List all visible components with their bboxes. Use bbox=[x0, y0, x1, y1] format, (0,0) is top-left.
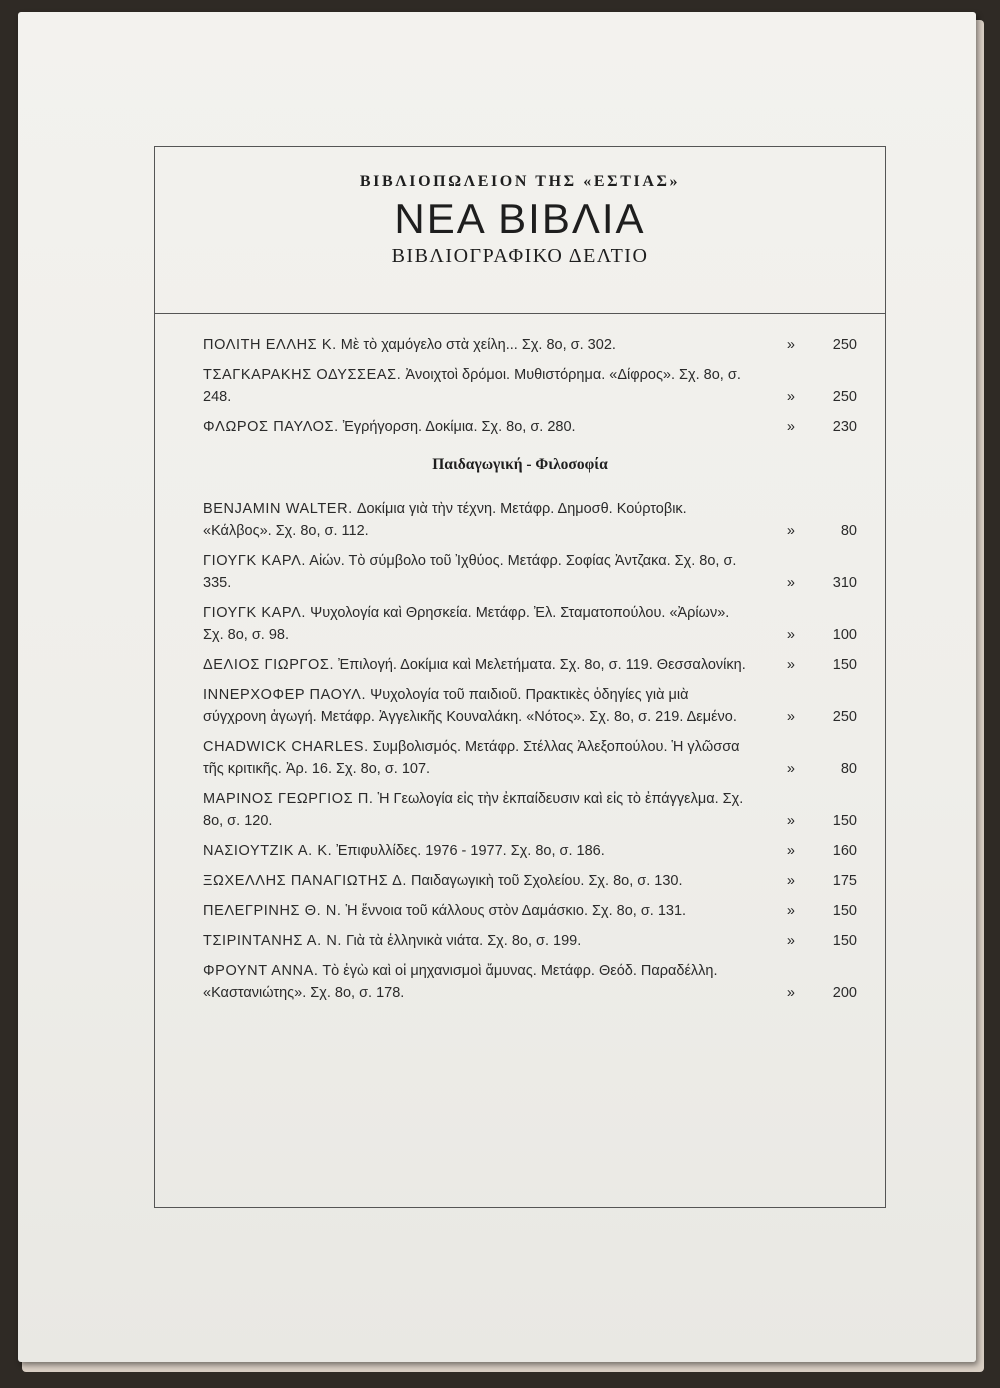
book-entry bbox=[155, 870, 885, 892]
book-entry bbox=[155, 960, 885, 1004]
book-price bbox=[751, 334, 861, 356]
price-value: 100 bbox=[832, 627, 857, 643]
book-description bbox=[203, 736, 751, 780]
price-value: 250 bbox=[832, 389, 857, 405]
book-price bbox=[751, 788, 861, 832]
book-price bbox=[751, 654, 861, 676]
price-ditto-mark: » bbox=[786, 873, 795, 889]
bulletin-subtitle: ΒΙΒΛΙΟΓΡΑΦΙΚΟ ΔΕΛΤΙΟ bbox=[391, 245, 649, 267]
price-value: 150 bbox=[832, 933, 857, 949]
book-author: ΓΙΟΥΓΚ ΚΑΡΛ. bbox=[203, 553, 307, 569]
price-value: 160 bbox=[832, 843, 857, 859]
book-description bbox=[203, 498, 751, 542]
price-ditto-mark: » bbox=[786, 903, 795, 919]
book-price bbox=[751, 602, 861, 646]
book-entry bbox=[155, 900, 885, 922]
price-ditto-mark: » bbox=[786, 709, 795, 725]
price-value: 80 bbox=[840, 761, 857, 777]
price-ditto-mark: » bbox=[786, 389, 795, 405]
book-list-section bbox=[155, 498, 885, 1004]
book-price bbox=[751, 930, 861, 952]
bulletin-title: ΝΕΑ ΒΙΒΛΙΑ bbox=[394, 195, 646, 242]
book-description bbox=[203, 870, 751, 892]
book-details: Τὸ ἐγὼ καὶ οἱ μηχανισμοὶ ἄμυνας. Μετάφρ. Θεόδ. Παραδέλλη. «Καστανιώτης». Σχ. 8ο, σ. 178. bbox=[203, 963, 718, 1001]
book-author: ΙΝΝΕΡΧΟΦΕΡ ΠΑΟΥΛ. bbox=[203, 687, 367, 703]
book-description bbox=[203, 840, 751, 862]
book-price bbox=[751, 960, 861, 1004]
book-details: Αἰών. Τὸ σύμβολο τοῦ Ἰχθύος. Μετάφρ. Σοφίας Ἀντζακα. Σχ. 8ο, σ. 335. bbox=[203, 553, 737, 591]
book-description bbox=[203, 550, 751, 594]
book-author: ΦΛΩΡΟΣ ΠΑΥΛΟΣ. bbox=[203, 419, 339, 435]
book-entry bbox=[155, 498, 885, 542]
book-price bbox=[751, 416, 861, 438]
price-ditto-mark: » bbox=[786, 337, 795, 353]
book-details: Μὲ τὸ χαμόγελο στὰ χείλη... Σχ. 8ο, σ. 302. bbox=[340, 337, 616, 353]
book-price bbox=[751, 900, 861, 922]
book-description bbox=[203, 930, 751, 952]
book-list-top bbox=[155, 334, 885, 438]
book-entry bbox=[155, 550, 885, 594]
book-details: Συμβολισμός. Μετάφρ. Στέλλας Ἀλεξοπούλου. Ἡ γλῶσσα τῆς κριτικῆς. Ἀρ. 16. Σχ. 8ο, σ. 107. bbox=[203, 739, 740, 777]
book-author: ΜΑΡΙΝΟΣ ΓΕΩΡΓΙΟΣ Π. bbox=[203, 791, 374, 807]
bulletin-header bbox=[155, 147, 885, 314]
book-entry bbox=[155, 654, 885, 676]
price-ditto-mark: » bbox=[786, 419, 795, 435]
book-list bbox=[155, 314, 885, 1004]
price-ditto-mark: » bbox=[786, 843, 795, 859]
book-entry bbox=[155, 364, 885, 408]
book-author: ΤΣΑΓΚΑΡΑΚΗΣ ΟΔΥΣΣΕΑΣ. bbox=[203, 367, 402, 383]
book-description bbox=[203, 602, 751, 646]
book-price bbox=[751, 870, 861, 892]
book-entry bbox=[155, 602, 885, 646]
price-value: 250 bbox=[832, 337, 857, 353]
book-entry bbox=[155, 416, 885, 438]
book-author: ΦΡΟΥΝΤ ΑΝΝΑ. bbox=[203, 963, 319, 979]
book-author: ΤΣΙΡΙΝΤΑΝΗΣ Α. Ν. bbox=[203, 933, 343, 949]
section-heading: Παιδαγωγική - Φιλοσοφία bbox=[432, 456, 608, 473]
book-details: Ἀνοιχτοὶ δρόμοι. Μυθιστόρημα. «Δίφρος». Σχ. 8ο, σ. 248. bbox=[203, 367, 741, 405]
price-value: 80 bbox=[840, 523, 857, 539]
book-details: Γιὰ τὰ ἑλληνικὰ νιάτα. Σχ. 8ο, σ. 199. bbox=[346, 933, 582, 949]
book-details: Ἐπιλογή. Δοκίμια καὶ Μελετήματα. Σχ. 8ο, σ. 119. Θεσσαλονίκη. bbox=[338, 657, 746, 673]
price-ditto-mark: » bbox=[786, 627, 795, 643]
price-ditto-mark: » bbox=[786, 933, 795, 949]
book-author: ΓΙΟΥΓΚ ΚΑΡΛ. bbox=[203, 605, 307, 621]
book-author: ΔΕΛΙΟΣ ΓΙΩΡΓΟΣ. bbox=[203, 657, 335, 673]
price-value: 150 bbox=[832, 903, 857, 919]
book-description bbox=[203, 364, 751, 408]
publisher-name: ΒΙΒΛΙΟΠΩΛΕΙΟΝ ΤΗΣ «ΕΣΤΙΑΣ» bbox=[359, 173, 681, 190]
book-entry bbox=[155, 840, 885, 862]
price-value: 310 bbox=[832, 575, 857, 591]
book-price bbox=[751, 364, 861, 408]
book-entry bbox=[155, 736, 885, 780]
book-price bbox=[751, 684, 861, 728]
book-price bbox=[751, 840, 861, 862]
book-author: ΠΕΛΕΓΡΙΝΗΣ Θ. Ν. bbox=[203, 903, 342, 919]
price-ditto-mark: » bbox=[786, 575, 795, 591]
price-value: 150 bbox=[832, 657, 857, 673]
book-description bbox=[203, 788, 751, 832]
book-entry bbox=[155, 930, 885, 952]
book-description bbox=[203, 654, 751, 676]
book-details: Παιδαγωγικὴ τοῦ Σχολείου. Σχ. 8ο, σ. 130. bbox=[411, 873, 683, 889]
price-ditto-mark: » bbox=[786, 813, 795, 829]
book-author: CHADWICK CHARLES. bbox=[203, 739, 369, 755]
book-details: Ἐπιφυλλίδες. 1976 - 1977. Σχ. 8ο, σ. 186. bbox=[336, 843, 605, 859]
book-author: ΞΩΧΕΛΛΗΣ ΠΑΝΑΓΙΩΤΗΣ Δ. bbox=[203, 873, 408, 889]
book-description bbox=[203, 960, 751, 1004]
bulletin-frame bbox=[154, 146, 886, 1208]
book-author: ΠΟΛΙΤΗ ΕΛΛΗΣ Κ. bbox=[203, 337, 337, 353]
book-details: Ἡ Γεωλογία εἰς τὴν ἐκπαίδευσιν καὶ εἰς τὸ ἐπάγγελμα. Σχ. 8ο, σ. 120. bbox=[203, 791, 744, 829]
price-value: 175 bbox=[832, 873, 857, 889]
price-ditto-mark: » bbox=[786, 523, 795, 539]
book-details: Ἐγρήγορση. Δοκίμια. Σχ. 8ο, σ. 280. bbox=[342, 419, 576, 435]
book-details: Ψυχολογία τοῦ παιδιοῦ. Πρακτικὲς ὁδηγίες γιὰ μιὰ σύγχρονη ἀγωγή. Μετάφρ. Ἀγγελικῆς Κουναλάκη. «Νότος». Σχ. 8ο, σ. 219. Δεμένο. bbox=[203, 687, 737, 725]
book-details: Ψυχολογία καὶ Θρησκεία. Μετάφρ. Ἐλ. Σταματοπούλου. «Ἀρίων». Σχ. 8ο, σ. 98. bbox=[203, 605, 730, 643]
price-value: 200 bbox=[832, 985, 857, 1001]
book-entry bbox=[155, 334, 885, 356]
price-value: 250 bbox=[832, 709, 857, 725]
price-ditto-mark: » bbox=[786, 657, 795, 673]
book-description bbox=[203, 334, 751, 356]
book-price bbox=[751, 498, 861, 542]
book-description bbox=[203, 416, 751, 438]
price-ditto-mark: » bbox=[786, 985, 795, 1001]
book-details: Ἡ ἔννοια τοῦ κάλλους στὸν Δαμάσκιο. Σχ. 8ο, σ. 131. bbox=[345, 903, 687, 919]
book-author: BENJAMIN WALTER. bbox=[203, 501, 353, 517]
book-price bbox=[751, 736, 861, 780]
book-author: ΝΑΣΙΟΥΤΖΙΚ Α. Κ. bbox=[203, 843, 333, 859]
price-ditto-mark: » bbox=[786, 761, 795, 777]
book-details: Δοκίμια γιὰ τὴν τέχνη. Μετάφρ. Δημοσθ. Κούρτοβικ. «Κάλβος». Σχ. 8ο, σ. 112. bbox=[203, 501, 687, 539]
book-description bbox=[203, 900, 751, 922]
book-entry bbox=[155, 684, 885, 728]
book-price bbox=[751, 550, 861, 594]
book-description bbox=[203, 684, 751, 728]
book-entry bbox=[155, 788, 885, 832]
price-value: 230 bbox=[832, 419, 857, 435]
price-value: 150 bbox=[832, 813, 857, 829]
